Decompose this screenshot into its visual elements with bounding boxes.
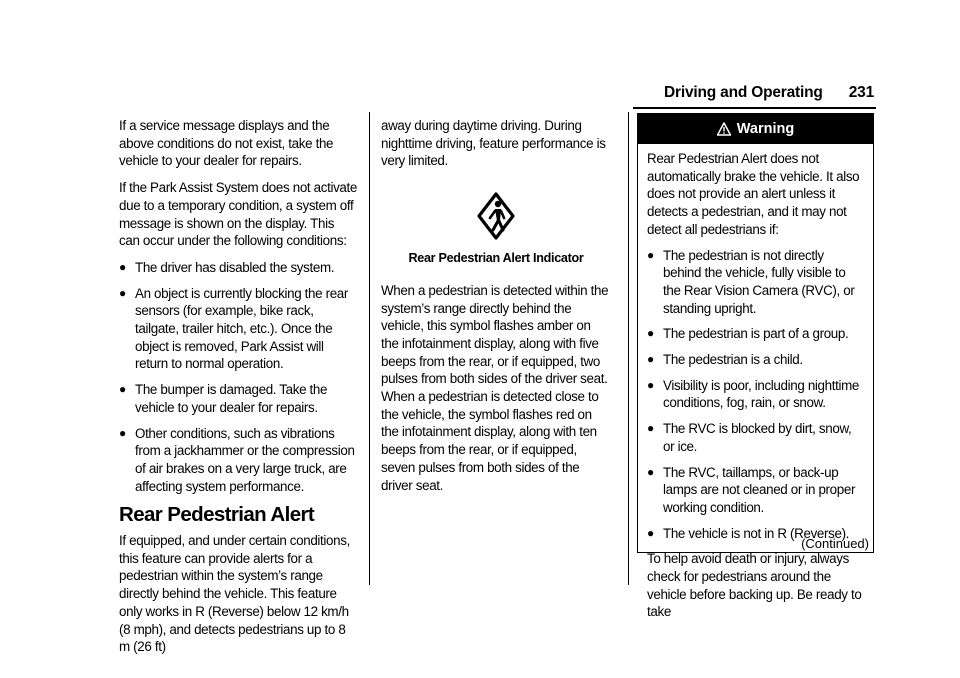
list-item: ● The driver has disabled the system. [119,259,335,275]
list-item: ● The vehicle is not in R (Reverse). [647,525,850,541]
list-item: ● Visibility is poor, including nighttime conditions, fog, rain, or snow. [647,377,859,411]
warning-box [637,113,874,620]
bullet-icon: ● [647,326,654,341]
page-header [664,84,874,102]
figure-caption: Rear Pedestrian Alert Indicator [408,251,584,266]
pedestrian-alert-icon [476,192,516,240]
list-item: ● The pedestrian is part of a group. [647,326,849,342]
warning-header [638,114,873,144]
paragraph: To help avoid death or injury, always check for pedestrians around the vehicle before backing up. Be ready to take [647,551,862,620]
column-1 [119,117,357,665]
paragraph: When a pedestrian is detected within the system’s range directly behind the vehicle, this symbol flashes amber on the infotainment display, along with five beeps from the rear, or if equipped, two pulses from both sides of the driver seat. When a pedestrian is detected close to the vehicle, the symbol flashes red on the infotainment display, along with ten beeps from the rear, or if equipped, seven pulses from both sides of the driver seat. [381,282,609,493]
bullet-icon: ● [647,377,654,392]
warning-title: Warning [736,121,795,137]
bullet-icon: ● [119,382,126,397]
bullet-icon: ● [647,464,654,479]
paragraph: Rear Pedestrian Alert does not automatically brake the vehicle. It also does not provide an alert unless it detects a pedestrian, and it may not detect all pedestrians if: [647,151,860,237]
bullet-icon: ● [119,425,126,440]
paragraph: away during daytime driving. During nighttime driving, feature performance is very limited. [381,118,606,169]
list-item: ● The pedestrian is a child. [647,352,803,368]
paragraph: If the Park Assist System does not activate due to a temporary condition, a system off message is shown on the display. This can occur under the following conditions: [119,180,357,249]
bullet-icon: ● [647,421,654,436]
conditions-list [119,259,357,495]
paragraph: If equipped, and under certain conditions, this feature can provide alerts for a pedestrian within the system’s range directly behind the vehicle. This feature only works in R (Reverse) below 12 km/h (8 mph), and detects pedestrians up to 8 m (26 ft) [119,533,350,655]
header-rule [633,107,876,109]
bullet-icon: ● [119,285,126,300]
figure [381,192,611,268]
list-item: ● Other conditions, such as vibrations from a jackhammer or the compression of air brakes on a very large truck, are affecting system performance. [119,425,355,494]
page-number: 231 [848,84,874,101]
list-item: ● The pedestrian is not directly behind the vehicle, fully visible to the Rear Vision Camera (RVC), or standing upright. [647,247,855,316]
column-divider [628,112,629,585]
list-item: ● The RVC is blocked by dirt, snow, or ice. [647,421,852,454]
paragraph: If a service message displays and the above conditions do not exist, take the vehicle to your dealer for repairs. [119,118,334,169]
warning-list [647,247,863,543]
bullet-icon: ● [647,247,654,262]
list-item: ● An object is currently blocking the rear sensors (for example, bike rack, tailgate, trailer hitch, etc.). Once the object is removed, Park Assist will return to normal operation. [119,285,349,372]
list-item: ● The bumper is damaged. Take the vehicle to your dealer for repairs. [119,382,328,415]
bullet-icon: ● [647,525,654,540]
column-2 [381,117,611,503]
warning-icon [717,122,731,136]
bullet-icon: ● [647,352,654,367]
column-divider [369,112,370,585]
continued-label: (Continued) [801,536,869,551]
bullet-icon: ● [119,259,126,274]
list-item: ● The RVC, taillamps, or back-up lamps are not cleaned or in proper working condition. [647,464,856,515]
section-title: Driving and Operating [664,84,823,101]
section-heading: Rear Pedestrian Alert [119,503,315,527]
